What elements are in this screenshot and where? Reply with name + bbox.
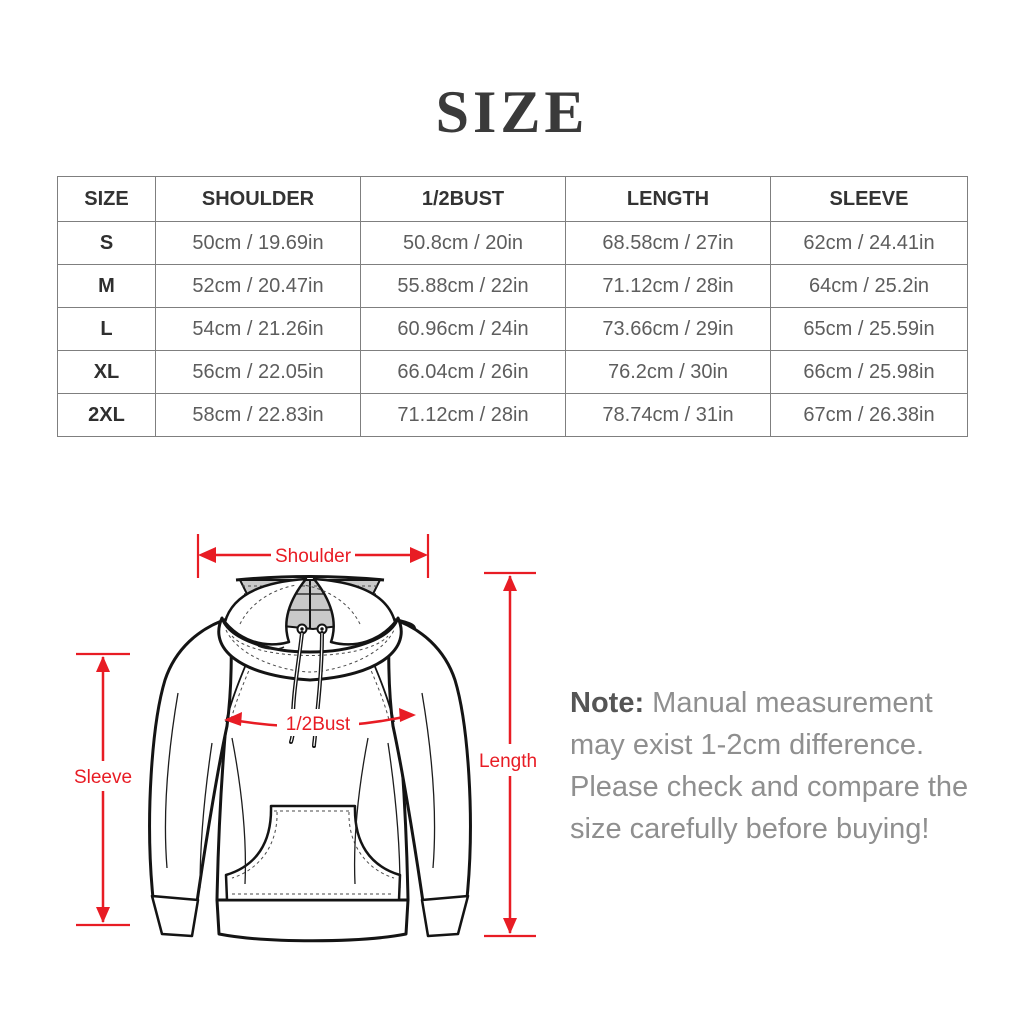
table-cell: 67cm / 26.38in <box>771 394 968 437</box>
col-header-bust: 1/2BUST <box>361 177 566 222</box>
table-cell: 62cm / 24.41in <box>771 222 968 265</box>
table-cell: 71.12cm / 28in <box>361 394 566 437</box>
table-cell: 56cm / 22.05in <box>156 351 361 394</box>
sleeve-arrowhead-top <box>96 656 110 672</box>
col-header-size: SIZE <box>58 177 156 222</box>
length-label: Length <box>478 751 538 772</box>
length-arrowhead-top <box>503 575 517 591</box>
table-row <box>58 351 968 394</box>
table-cell: 60.96cm / 24in <box>361 308 566 351</box>
left-eyelet-hole <box>300 627 303 630</box>
length-arrowhead-bottom <box>503 918 517 934</box>
table-cell: 64cm / 25.2in <box>771 265 968 308</box>
table-row <box>58 222 968 265</box>
table-cell: 66cm / 25.98in <box>771 351 968 394</box>
table-cell: 71.12cm / 28in <box>566 265 771 308</box>
hoodie-left-cuff <box>152 896 198 936</box>
table-row <box>58 265 968 308</box>
table-header-row <box>58 177 968 222</box>
table-cell: 55.88cm / 22in <box>361 265 566 308</box>
col-header-shoulder: SHOULDER <box>156 177 361 222</box>
page-title: SIZE <box>435 79 589 145</box>
note-body: Manual measurement may exist 1-2cm difference. Please check and compare the size carefully before buying! <box>570 687 969 845</box>
table-cell: 58cm / 22.83in <box>156 394 361 437</box>
table-cell: M <box>58 265 156 308</box>
table-cell: 65cm / 25.59in <box>771 308 968 351</box>
table-cell: 66.04cm / 26in <box>361 351 566 394</box>
table-cell: 50.8cm / 20in <box>361 222 566 265</box>
measurement-note <box>570 682 984 850</box>
shoulder-label: Shoulder <box>274 546 352 567</box>
table-cell: 68.58cm / 27in <box>566 222 771 265</box>
hoodie-measurement-diagram <box>60 528 540 978</box>
table-row <box>58 394 968 437</box>
table-cell: L <box>58 308 156 351</box>
shoulder-arrowhead-left <box>198 547 216 563</box>
sleeve-label: Sleeve <box>73 767 133 788</box>
col-header-sleeve: SLEEVE <box>771 177 968 222</box>
hoodie-sketch <box>150 577 471 941</box>
note-prefix: Note: <box>570 687 645 719</box>
table-cell: 54cm / 21.26in <box>156 308 361 351</box>
col-header-length: LENGTH <box>566 177 771 222</box>
size-table <box>57 176 968 437</box>
table-cell: XL <box>58 351 156 394</box>
right-eyelet-hole <box>320 627 323 630</box>
table-cell: 50cm / 19.69in <box>156 222 361 265</box>
table-cell: 52cm / 20.47in <box>156 265 361 308</box>
hoodie-hem-band <box>217 900 408 941</box>
table-cell: 73.66cm / 29in <box>566 308 771 351</box>
bust-label: 1/2Bust <box>285 714 351 735</box>
hoodie-right-cuff <box>422 896 468 936</box>
shoulder-arrowhead-right <box>410 547 428 563</box>
sleeve-arrowhead-bottom <box>96 907 110 923</box>
table-cell: 76.2cm / 30in <box>566 351 771 394</box>
table-cell: S <box>58 222 156 265</box>
table-row <box>58 308 968 351</box>
table-cell: 78.74cm / 31in <box>566 394 771 437</box>
table-cell: 2XL <box>58 394 156 437</box>
